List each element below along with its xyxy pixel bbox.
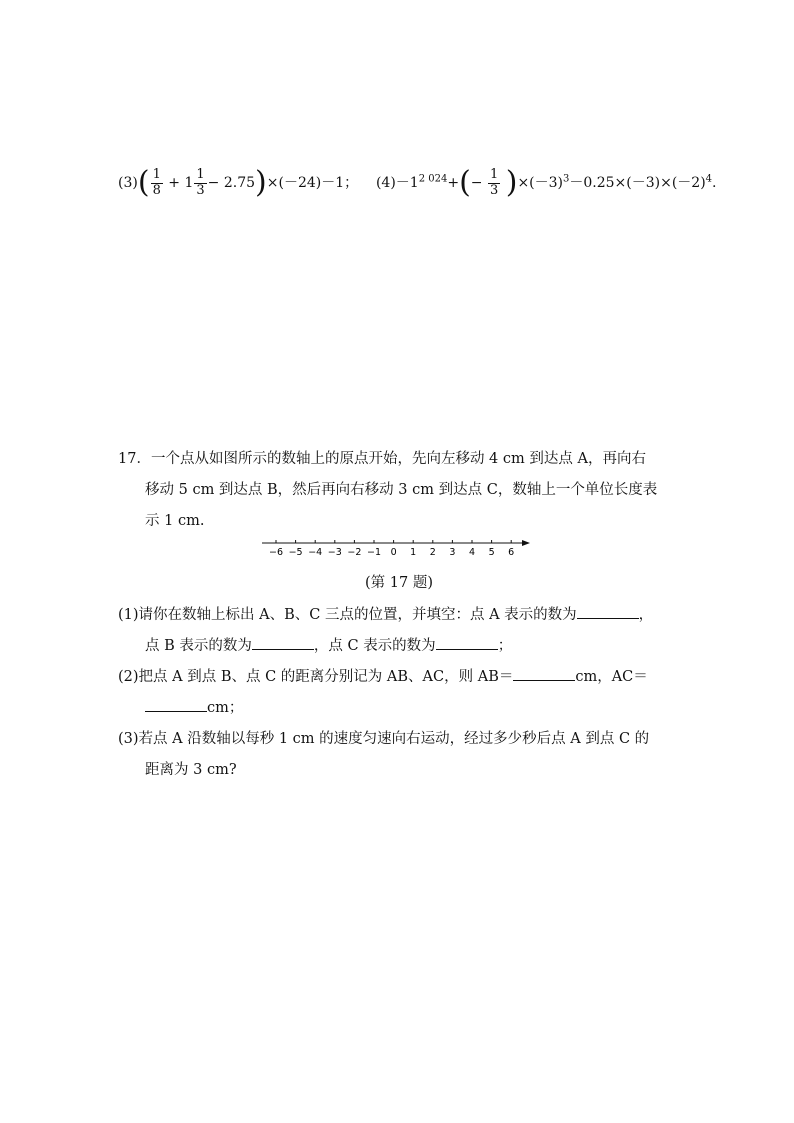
expr4-exponent: 2 024 bbox=[418, 173, 448, 185]
answer-blank-c[interactable] bbox=[436, 635, 498, 650]
expr4-label: (4)－1 bbox=[375, 175, 419, 191]
fraction-1-3 bbox=[488, 168, 500, 198]
part1-text-b: 点 B 表示的数为 bbox=[145, 638, 252, 654]
q17-part2-line1 bbox=[118, 665, 648, 686]
answer-blank-b[interactable] bbox=[252, 635, 314, 650]
part1-text: (1)请你在数轴上标出 A、B、C 三点的位置，并填空：点 A 表示的数为 bbox=[118, 607, 577, 623]
expr3-plus: + 1 bbox=[168, 175, 194, 191]
part2-text: (2)把点 A 到点 B、点 C 的距离分别记为 AB、AC，则 AB＝ bbox=[118, 669, 514, 685]
expr3-label: (3) bbox=[118, 175, 138, 191]
q17-part3-line2: 距离为 3 cm? bbox=[145, 762, 237, 778]
expr4-tail2: －0.25×(－3)×(－2) bbox=[569, 175, 706, 191]
axis-tick-label: 5 bbox=[488, 547, 495, 558]
q17-line1: 17．一个点从如图所示的数轴上的原点开始，先向左移动 4 cm 到达点 A，再向右 bbox=[118, 451, 646, 467]
numerator: 1 bbox=[196, 167, 205, 183]
punct: ， bbox=[638, 607, 654, 623]
axis-tick-label: −2 bbox=[347, 547, 362, 558]
answer-blank-a[interactable] bbox=[577, 604, 639, 619]
punct: ； bbox=[497, 638, 513, 654]
q17-part2-line2 bbox=[145, 696, 243, 717]
fraction-1-8 bbox=[151, 168, 163, 198]
expr3-tail: ×(－24)－1； bbox=[266, 175, 359, 191]
expr4-exponent-3: 4 bbox=[705, 173, 713, 185]
expr3-rest: − 2.75 bbox=[207, 175, 256, 191]
numerator: 1 bbox=[489, 167, 499, 183]
axis-tick-label: −4 bbox=[308, 547, 323, 558]
fraction-1-3 bbox=[194, 168, 206, 198]
expr4-end: . bbox=[712, 175, 717, 191]
axis-tick-label: 6 bbox=[508, 547, 515, 558]
q17-part1-line1 bbox=[118, 603, 653, 624]
axis-tick-label: −6 bbox=[268, 547, 284, 558]
figure-caption: (第 17 题) bbox=[365, 575, 433, 591]
axis-tick-label: 1 bbox=[410, 547, 417, 558]
axis-tick-label: 2 bbox=[429, 547, 436, 558]
expr4-plus: + bbox=[447, 175, 460, 191]
q17-line2: 移动 5 cm 到达点 B，然后再向右移动 3 cm 到达点 C，数轴上一个单位长度表 bbox=[145, 482, 658, 498]
q17-part3-line1: (3)若点 A 沿数轴以每秒 1 cm 的速度匀速向右运动，经过多少秒后点 A 到点 C 的 bbox=[118, 731, 650, 747]
part2-unit: cm； bbox=[207, 700, 244, 716]
right-paren: ) bbox=[505, 165, 518, 200]
q17-part1-line2 bbox=[145, 634, 512, 655]
denominator: 3 bbox=[489, 182, 499, 198]
q17-line3: 示 1 cm. bbox=[145, 513, 205, 529]
arrow-icon bbox=[522, 540, 530, 546]
left-paren: ( bbox=[137, 165, 150, 200]
answer-blank-ac[interactable] bbox=[145, 697, 207, 712]
part2-text-b: cm，AC＝ bbox=[575, 669, 648, 685]
answer-blank-ab[interactable] bbox=[513, 666, 575, 681]
axis-tick-label: −1 bbox=[366, 547, 382, 558]
axis-tick-label: 0 bbox=[390, 547, 397, 558]
axis-tick-label: 3 bbox=[449, 547, 456, 558]
right-paren: ) bbox=[255, 165, 267, 200]
part1-text-c: ，点 C 表示的数为 bbox=[313, 638, 436, 654]
denominator: 3 bbox=[196, 182, 205, 198]
axis-tick-label: −5 bbox=[288, 547, 303, 558]
denominator: 8 bbox=[152, 182, 161, 198]
axis-tick-label: 4 bbox=[468, 547, 476, 558]
expression-row bbox=[118, 165, 717, 200]
numerator: 1 bbox=[152, 167, 161, 183]
left-paren: ( bbox=[459, 165, 471, 200]
axis-tick-label: −3 bbox=[327, 547, 342, 558]
expr4-exponent-2: 3 bbox=[563, 173, 570, 185]
expr4-tail1: ×(－3) bbox=[517, 175, 563, 191]
number-line bbox=[262, 537, 538, 559]
expr4-neg: − bbox=[470, 175, 483, 191]
